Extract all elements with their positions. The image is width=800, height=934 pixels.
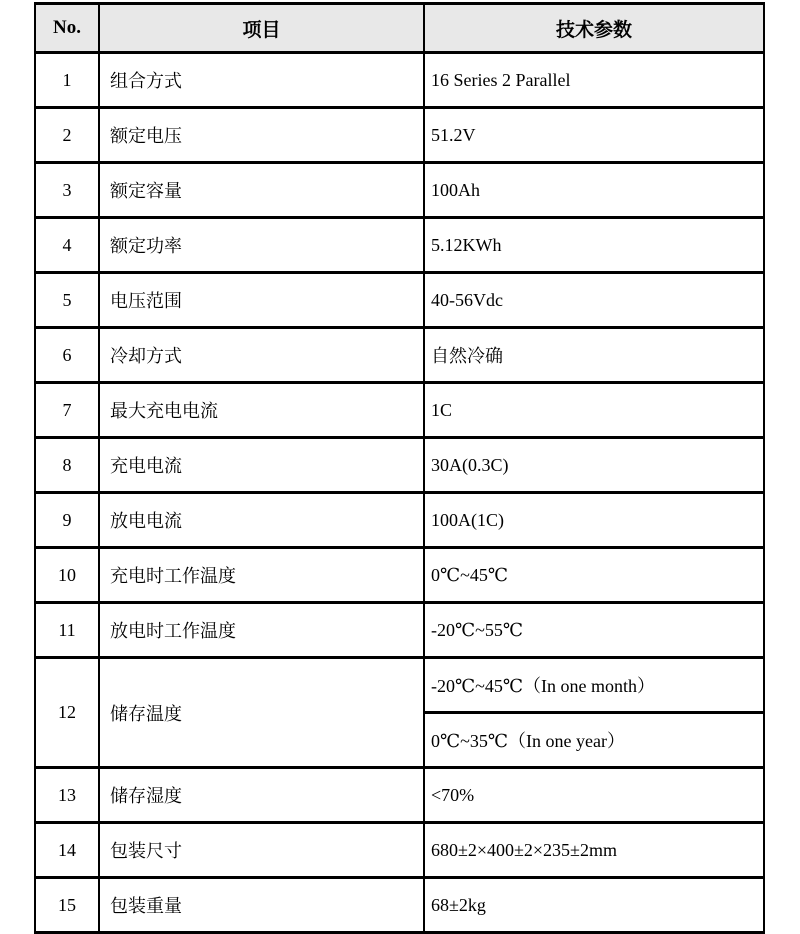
table-row (35, 53, 764, 108)
row-item: 储存温度 (99, 658, 424, 768)
header-cell-no: No. (35, 4, 99, 53)
row-item: 充电时工作温度 (99, 548, 424, 603)
row-item: 包装尺寸 (99, 823, 424, 878)
row-no: 8 (35, 438, 99, 493)
row-no: 3 (35, 163, 99, 218)
table-row (35, 163, 764, 218)
row-value: <70% (424, 768, 764, 823)
row-item: 冷却方式 (99, 328, 424, 383)
table-row (35, 603, 764, 658)
row-no: 10 (35, 548, 99, 603)
row-item: 组合方式 (99, 53, 424, 108)
row-item: 额定容量 (99, 163, 424, 218)
row-value: 1C (424, 383, 764, 438)
row-item: 电压范围 (99, 273, 424, 328)
row-value: 100A(1C) (424, 493, 764, 548)
row-no: 12 (35, 658, 99, 768)
row-value: 16 Series 2 Parallel (424, 53, 764, 108)
row-no: 13 (35, 768, 99, 823)
row-no: 9 (35, 493, 99, 548)
row-item: 额定功率 (99, 218, 424, 273)
table-row (35, 383, 764, 438)
row-item: 包装重量 (99, 878, 424, 933)
row-no: 4 (35, 218, 99, 273)
row-no: 2 (35, 108, 99, 163)
row-no: 5 (35, 273, 99, 328)
row-item: 最大充电电流 (99, 383, 424, 438)
table-row (35, 328, 764, 383)
row-item: 充电电流 (99, 438, 424, 493)
row-value: -20℃~45℃（In one month） (424, 658, 764, 713)
row-no: 15 (35, 878, 99, 933)
table-row (35, 658, 764, 713)
table-row (35, 823, 764, 878)
header-cell-value: 技术参数 (424, 4, 764, 53)
row-value: 40-56Vdc (424, 273, 764, 328)
spec-table-container (34, 2, 765, 934)
spec-table (34, 2, 765, 934)
header-row (35, 4, 764, 53)
table-row (35, 548, 764, 603)
row-no: 1 (35, 53, 99, 108)
row-no: 11 (35, 603, 99, 658)
row-value: 0℃~35℃（In one year） (424, 713, 764, 768)
row-value: 68±2kg (424, 878, 764, 933)
row-value: -20℃~55℃ (424, 603, 764, 658)
row-no: 6 (35, 328, 99, 383)
table-row (35, 273, 764, 328)
row-value: 0℃~45℃ (424, 548, 764, 603)
row-value: 680±2×400±2×235±2mm (424, 823, 764, 878)
row-no: 7 (35, 383, 99, 438)
row-item: 储存湿度 (99, 768, 424, 823)
header-cell-item: 项目 (99, 4, 424, 53)
row-value: 5.12KWh (424, 218, 764, 273)
row-value: 30A(0.3C) (424, 438, 764, 493)
table-row (35, 218, 764, 273)
row-item: 放电时工作温度 (99, 603, 424, 658)
table-row (35, 108, 764, 163)
row-value: 51.2V (424, 108, 764, 163)
table-row (35, 493, 764, 548)
table-row (35, 768, 764, 823)
row-value: 100Ah (424, 163, 764, 218)
row-item: 额定电压 (99, 108, 424, 163)
row-value: 自然冷确 (424, 328, 764, 383)
table-row (35, 438, 764, 493)
table-row (35, 878, 764, 933)
row-item: 放电电流 (99, 493, 424, 548)
row-no: 14 (35, 823, 99, 878)
